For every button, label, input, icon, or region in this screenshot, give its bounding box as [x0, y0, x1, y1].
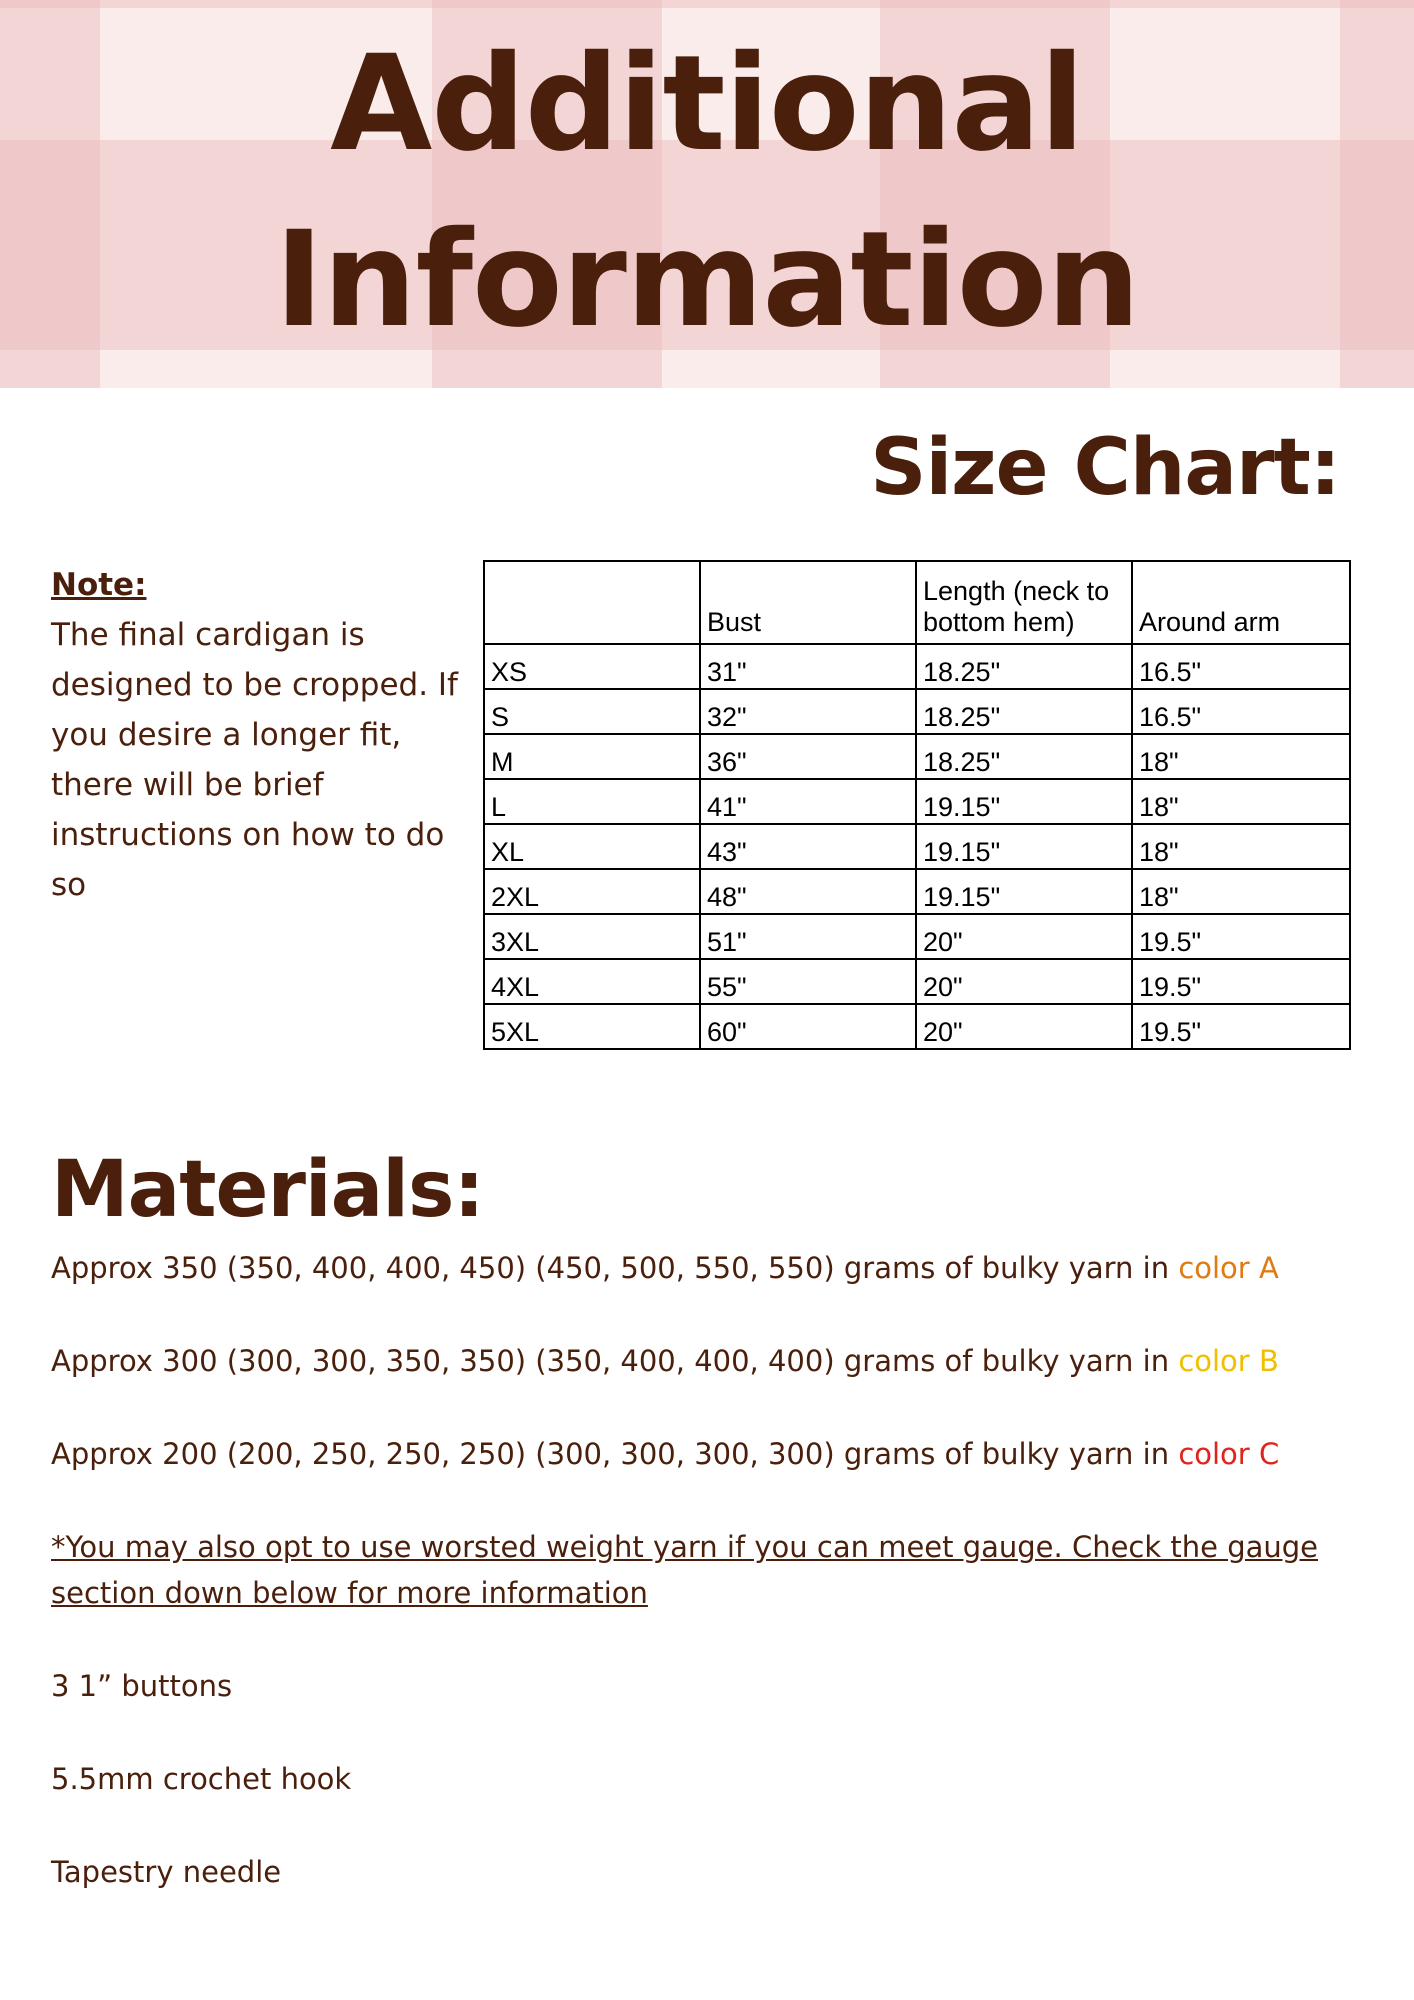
page-title — [0, 0, 1414, 388]
table-cell: 20" — [916, 914, 1132, 959]
table-cell: 32" — [700, 689, 916, 734]
table-row — [484, 959, 1350, 1004]
table-row — [484, 824, 1350, 869]
table-row — [484, 734, 1350, 779]
table-cell: 18.25" — [916, 644, 1132, 689]
table-cell: S — [484, 689, 700, 734]
table-cell: XL — [484, 824, 700, 869]
header-banner — [0, 0, 1414, 388]
table-cell: 3XL — [484, 914, 700, 959]
table-cell: 19.5" — [1132, 1004, 1350, 1049]
table-cell: 18" — [1132, 779, 1350, 824]
table-cell: 19.5" — [1132, 959, 1350, 1004]
table-cell: 5XL — [484, 1004, 700, 1049]
table-cell: 18.25" — [916, 689, 1132, 734]
needle-item: Tapestry needle — [51, 1855, 282, 1889]
table-row — [484, 869, 1350, 914]
page-title-line1: Additional — [330, 27, 1084, 181]
hook-item: 5.5mm crochet hook — [51, 1762, 352, 1796]
table-row — [484, 914, 1350, 959]
table-cell: 18" — [1132, 734, 1350, 779]
yarn-line-a — [51, 1245, 1381, 1291]
table-cell: 20" — [916, 959, 1132, 1004]
table-cell: 20" — [916, 1004, 1132, 1049]
table-cell: M — [484, 734, 700, 779]
table-cell: L — [484, 779, 700, 824]
yarn-b-text: Approx 300 (300, 300, 350, 350) (350, 400, 400, 400) grams of bulky yarn in — [51, 1344, 1179, 1378]
size-table — [483, 560, 1351, 1050]
table-row — [484, 644, 1350, 689]
table-cell: 2XL — [484, 869, 700, 914]
yarn-line-c — [51, 1431, 1381, 1477]
column-header-size — [484, 561, 700, 644]
table-cell: 18.25" — [916, 734, 1132, 779]
table-header-row — [484, 561, 1350, 644]
table-cell: 16.5" — [1132, 689, 1350, 734]
table-cell: 36" — [700, 734, 916, 779]
table-cell: 51" — [700, 914, 916, 959]
size-chart-heading: Size Chart: — [870, 423, 1340, 513]
page-title-line2: Information — [274, 203, 1140, 357]
column-header-around-arm: Around arm — [1132, 561, 1350, 644]
worsted-note: *You may also opt to use worsted weight yarn if you can meet gauge. Check the gauge section down below for more information — [51, 1530, 1319, 1610]
table-cell: 19.15" — [916, 779, 1132, 824]
yarn-a-text: Approx 350 (350, 400, 400, 450) (450, 500, 550, 550) grams of bulky yarn in — [51, 1251, 1179, 1285]
note — [51, 560, 461, 910]
materials-heading: Materials: — [51, 1145, 484, 1235]
yarn-line-b — [51, 1338, 1381, 1384]
table-cell: 48" — [700, 869, 916, 914]
table-cell: XS — [484, 644, 700, 689]
table-cell: 19.15" — [916, 824, 1132, 869]
buttons-item: 3 1” buttons — [51, 1669, 233, 1703]
table-cell: 41" — [700, 779, 916, 824]
table-row — [484, 779, 1350, 824]
column-header-bust: Bust — [700, 561, 916, 644]
table-cell: 16.5" — [1132, 644, 1350, 689]
table-cell: 4XL — [484, 959, 700, 1004]
table-row — [484, 1004, 1350, 1049]
note-title: Note: — [51, 567, 147, 603]
table-cell: 19.15" — [916, 869, 1132, 914]
table-cell: 55" — [700, 959, 916, 1004]
color-b-label: color B — [1178, 1344, 1279, 1378]
yarn-c-text: Approx 200 (200, 250, 250, 250) (300, 300, 300, 300) grams of bulky yarn in — [51, 1437, 1179, 1471]
table-cell: 18" — [1132, 869, 1350, 914]
table-cell: 31" — [700, 644, 916, 689]
note-text: The final cardigan is designed to be cropped. If you desire a longer fit, there will be brief instructions on how to do so — [51, 617, 458, 903]
color-a-label: color A — [1178, 1251, 1279, 1285]
table-cell: 43" — [700, 824, 916, 869]
table-cell: 18" — [1132, 824, 1350, 869]
column-header-length: Length (neck to bottom hem) — [916, 561, 1132, 644]
color-c-label: color C — [1178, 1437, 1280, 1471]
table-row — [484, 689, 1350, 734]
table-cell: 19.5" — [1132, 914, 1350, 959]
table-cell: 60" — [700, 1004, 916, 1049]
